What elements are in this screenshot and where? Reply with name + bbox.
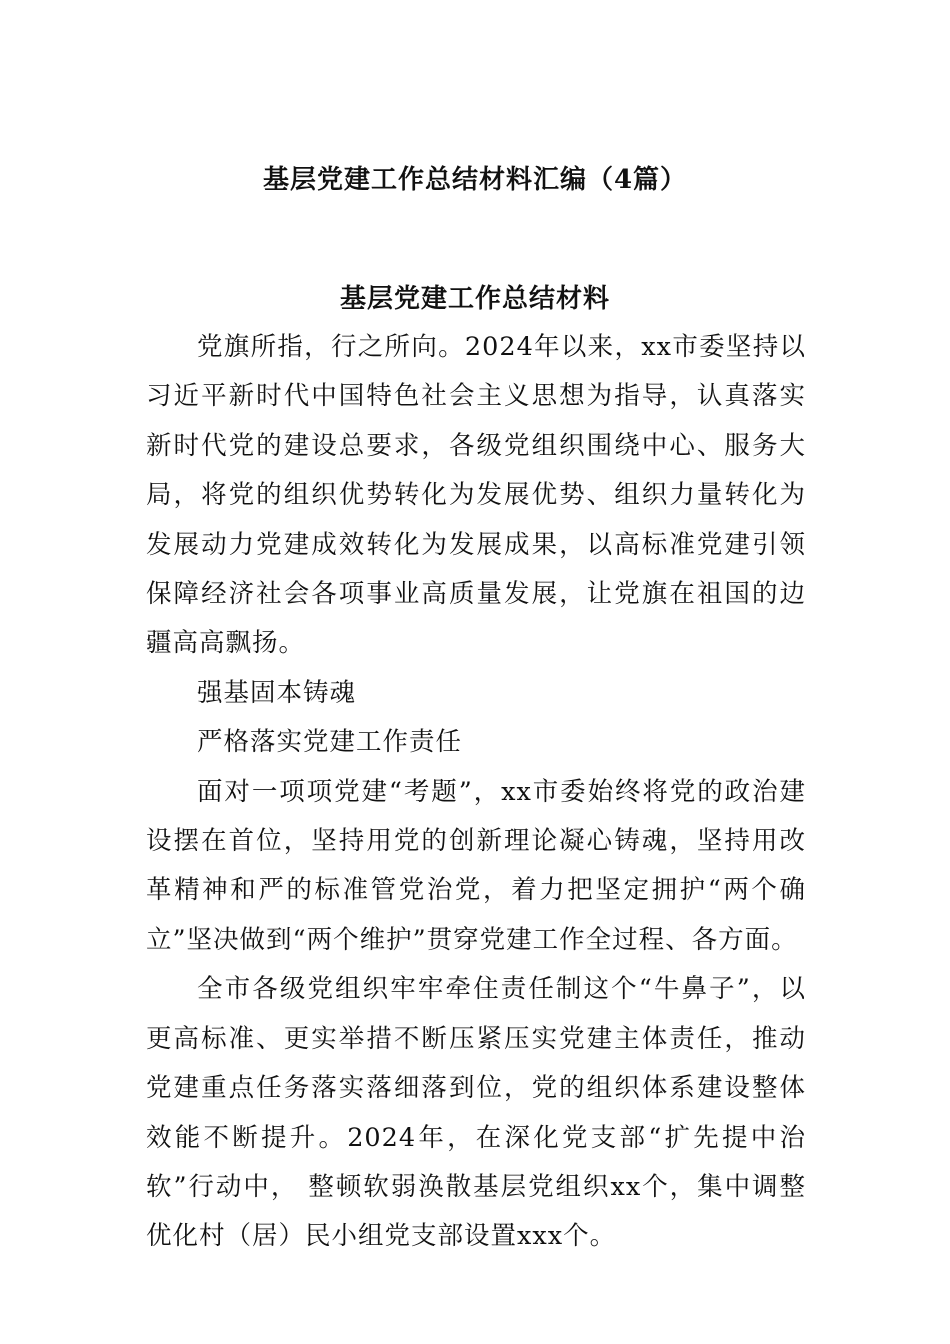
paragraph-responsibility: 全市各级党组织牢牢牵住责任制这个“牛鼻子”，以更高标准、更实举措不断压紧压实党建主体责任，推动党建重点任务落实落细落到位，党的组织体系建设整体效能不断提升。2024年，在深化党支部“扩先提中治软”行动中， 整顿软弱涣散基层党组织xx个，集中调整优化村（居）民小组党支部设置xxx个。: [146, 974, 806, 1252]
document-body: [146, 323, 806, 1262]
paragraph-political: 面对一项项党建“考题”，xx市委始终将党的政治建设摆在首位，坚持用党的创新理论凝心铸魂，坚持用改革精神和严的标准管党治党，着力把坚定拥护“两个确立”坚决做到“两个维护”贯穿党建工作全过程、各方面。: [146, 776, 806, 955]
paragraph-heading-2: 严格落实党建工作责任: [197, 727, 463, 758]
paragraph-heading-1: 强基固本铸魂: [197, 677, 357, 708]
document-title: 基层党建工作总结材料汇编（4篇）: [262, 165, 688, 195]
paragraph-intro: 党旗所指，行之所向。2024年以来，xx市委坚持以习近平新时代中国特色社会主义思想为指导，认真落实新时代党的建设总要求，各级党组织围绕中心、服务大局，将党的组织优势转化为发展优势、组织力量转化为发展动力党建成效转化为发展成果，以高标准党建引领保障经济社会各项事业高质量发展，让党旗在祖国的边疆高高飘扬。: [146, 332, 806, 659]
section-title: 基层党建工作总结材料: [339, 284, 610, 314]
